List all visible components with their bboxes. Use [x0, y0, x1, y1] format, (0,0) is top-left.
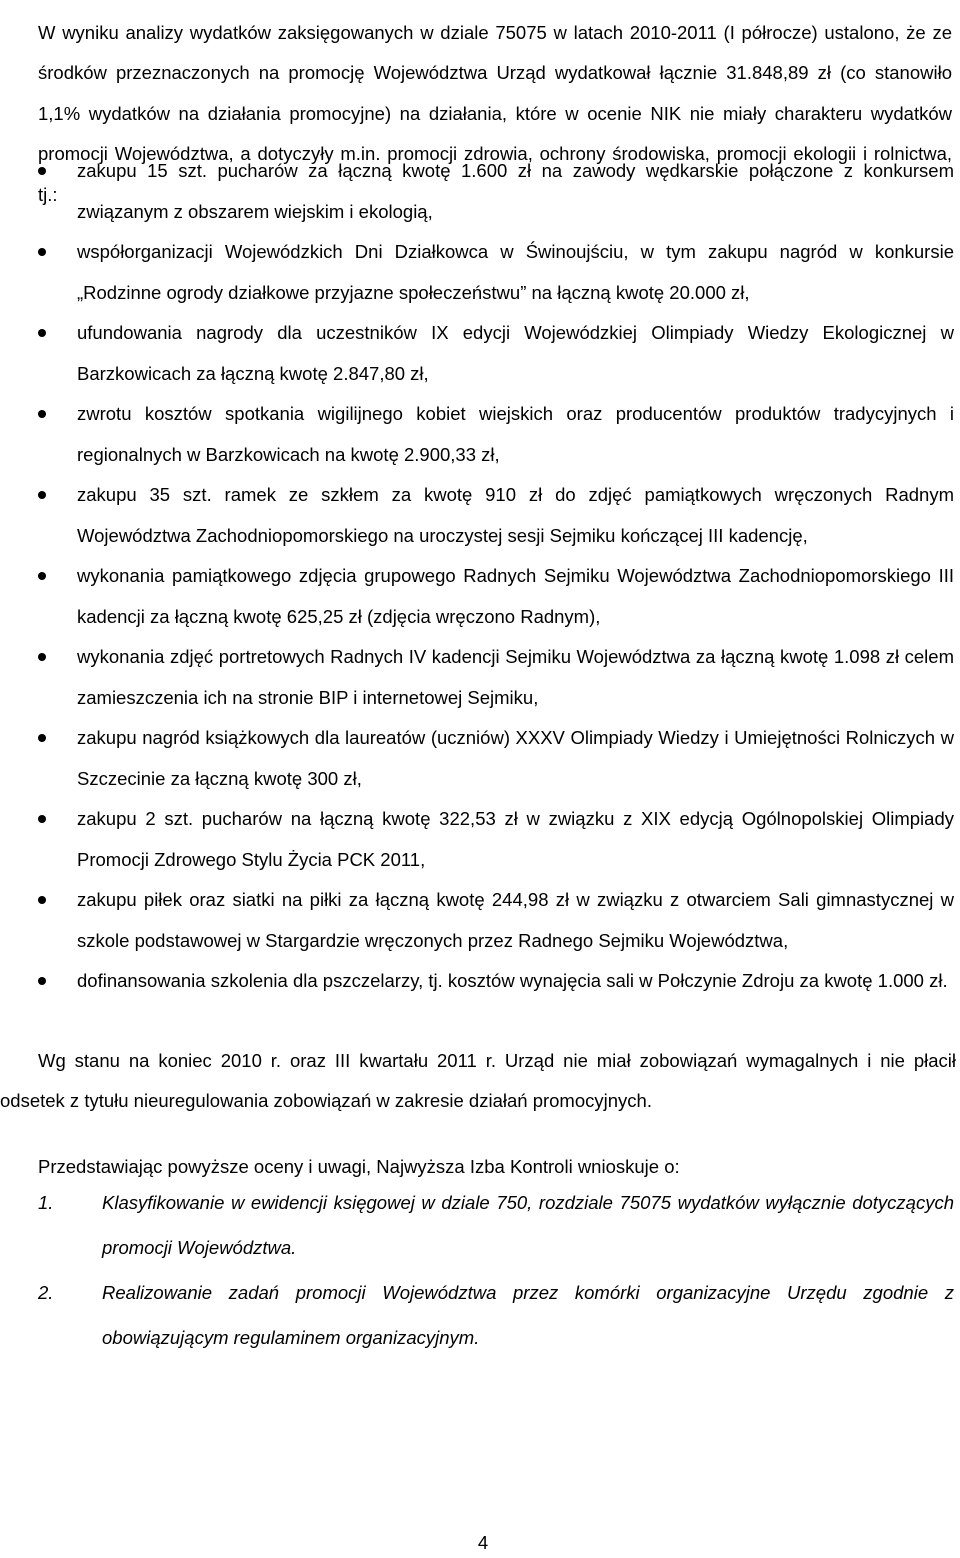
- bullet-item: [38, 799, 954, 880]
- bullet-item: [38, 394, 954, 475]
- recommendation-item: [38, 1270, 954, 1360]
- liabilities-status-paragraph: Wg stanu na koniec 2010 r. oraz III kwartału 2011 r. Urząd nie miał zobowiązań wymagalnych i nie płacił odsetek z tytułu nieuregulowania zobowiązań w zakresie działań promocyjnych.: [0, 1049, 956, 1111]
- bullet-dot-icon: [38, 491, 46, 499]
- bullet-text: współorganizacji Wojewódzkich Dni Działkowca w Świnoujściu, w tym zakupu nagród w konkursie „Rodzinne ogrody działkowe przyjazne społeczeństwu” na łączną kwotę 20.000 zł,: [77, 241, 954, 303]
- bullet-text: zakupu 35 szt. ramek ze szkłem za kwotę 910 zł do zdjęć pamiątkowych wręczonych Radnym Województwa Zachodniopomorskiego na uroczystej sesji Sejmiku kończącej III kadencję,: [77, 484, 954, 546]
- bullet-item: [38, 556, 954, 637]
- bullet-item: [38, 232, 954, 313]
- bullet-dot-icon: [38, 896, 46, 904]
- bullet-dot-icon: [38, 167, 46, 175]
- bullet-text: zwrotu kosztów spotkania wigilijnego kobiet wiejskich oraz producentów produktów tradycyjnych i regionalnych w Barzkowicach na kwotę 2.900,33 zł,: [77, 403, 954, 465]
- bullet-dot-icon: [38, 734, 46, 742]
- bullet-dot-icon: [38, 329, 46, 337]
- recommendation-text: Klasyfikowanie w ewidencji księgowej w dziale 750, rozdziale 75075 wydatków wyłącznie dotyczących promocji Województwa.: [102, 1192, 954, 1258]
- bullet-text: zakupu 15 szt. pucharów za łączną kwotę 1.600 zł na zawody wędkarskie połączone z konkursem związanym z obszarem wiejskim i ekologią,: [77, 160, 954, 222]
- intro-paragraph: W wyniku analizy wydatków zaksięgowanych w dziale 75075 w latach 2010-2011 (I półrocze) ustalono, że ze środków przeznaczonych na promocję Województwa Urząd wydatkował łącznie 31.848,89 zł (co stanowiło 1,1% wydatków na działania promocyjne) na działania, które w ocenie NIK nie miały charakteru wydatków promocji Województwa, a dotyczyły m.in. promocji zdrowia, ochrony środowiska, promocji ekologii i rolnictwa, tj.:: [38, 21, 952, 205]
- recommendation-text: Realizowanie zadań promocji Województwa przez komórki organizacyjne Urzędu zgodnie z obowiązującym regulaminem organizacyjnym.: [102, 1282, 954, 1348]
- bullet-item: [38, 961, 954, 1002]
- recommendation-number: 2.: [38, 1282, 54, 1303]
- bullet-text: wykonania pamiątkowego zdjęcia grupowego Radnych Sejmiku Województwa Zachodniopomorskiego III kadencji za łączną kwotę 625,25 zł (zdjęcia wręczono Radnym),: [77, 565, 954, 627]
- bullet-dot-icon: [38, 653, 46, 661]
- bullet-text: zakupu 2 szt. pucharów na łączną kwotę 322,53 zł w związku z XIX edycją Ogólnopolskiej Olimpiady Promocji Zdrowego Stylu Życia PCK 2011,: [77, 808, 954, 870]
- bullet-item: [38, 313, 954, 394]
- recommendation-number: 1.: [38, 1192, 54, 1213]
- bullet-item: [38, 718, 954, 799]
- page-number: 4: [477, 1532, 489, 1553]
- recommendation-item: [38, 1180, 954, 1270]
- bullet-text: dofinansowania szkolenia dla pszczelarzy, tj. kosztów wynajęcia sali w Połczynie Zdroju za kwotę 1.000 zł.: [77, 970, 948, 991]
- bullet-dot-icon: [38, 977, 46, 985]
- bullet-dot-icon: [38, 248, 46, 256]
- expense-bullet-list: [38, 151, 954, 1002]
- bullet-item: [38, 880, 954, 961]
- bullet-dot-icon: [38, 572, 46, 580]
- recommendations-lead: Przedstawiając powyższe oceny i uwagi, Najwyższa Izba Kontroli wnioskuje o:: [38, 1155, 680, 1177]
- bullet-text: zakupu nagród książkowych dla laureatów (uczniów) XXXV Olimpiady Wiedzy i Umiejętności Rolniczych w Szczecinie za łączną kwotę 300 zł,: [77, 727, 954, 789]
- recommendations-list: [38, 1180, 954, 1360]
- bullet-text: wykonania zdjęć portretowych Radnych IV kadencji Sejmiku Województwa za łączną kwotę 1.098 zł celem zamieszczenia ich na stronie BIP i internetowej Sejmiku,: [77, 646, 954, 708]
- bullet-text: ufundowania nagrody dla uczestników IX edycji Wojewódzkiej Olimpiady Wiedzy Ekologicznej w Barzkowicach za łączną kwotę 2.847,80 zł,: [77, 322, 954, 384]
- bullet-item: [38, 637, 954, 718]
- bullet-dot-icon: [38, 815, 46, 823]
- bullet-item: [38, 475, 954, 556]
- bullet-text: zakupu piłek oraz siatki na piłki za łączną kwotę 244,98 zł w związku z otwarciem Sali gimnastycznej w szkole podstawowej w Stargardzie wręczonych przez Radnego Sejmiku Województwa,: [77, 889, 954, 951]
- bullet-item: [38, 151, 954, 232]
- bullet-dot-icon: [38, 410, 46, 418]
